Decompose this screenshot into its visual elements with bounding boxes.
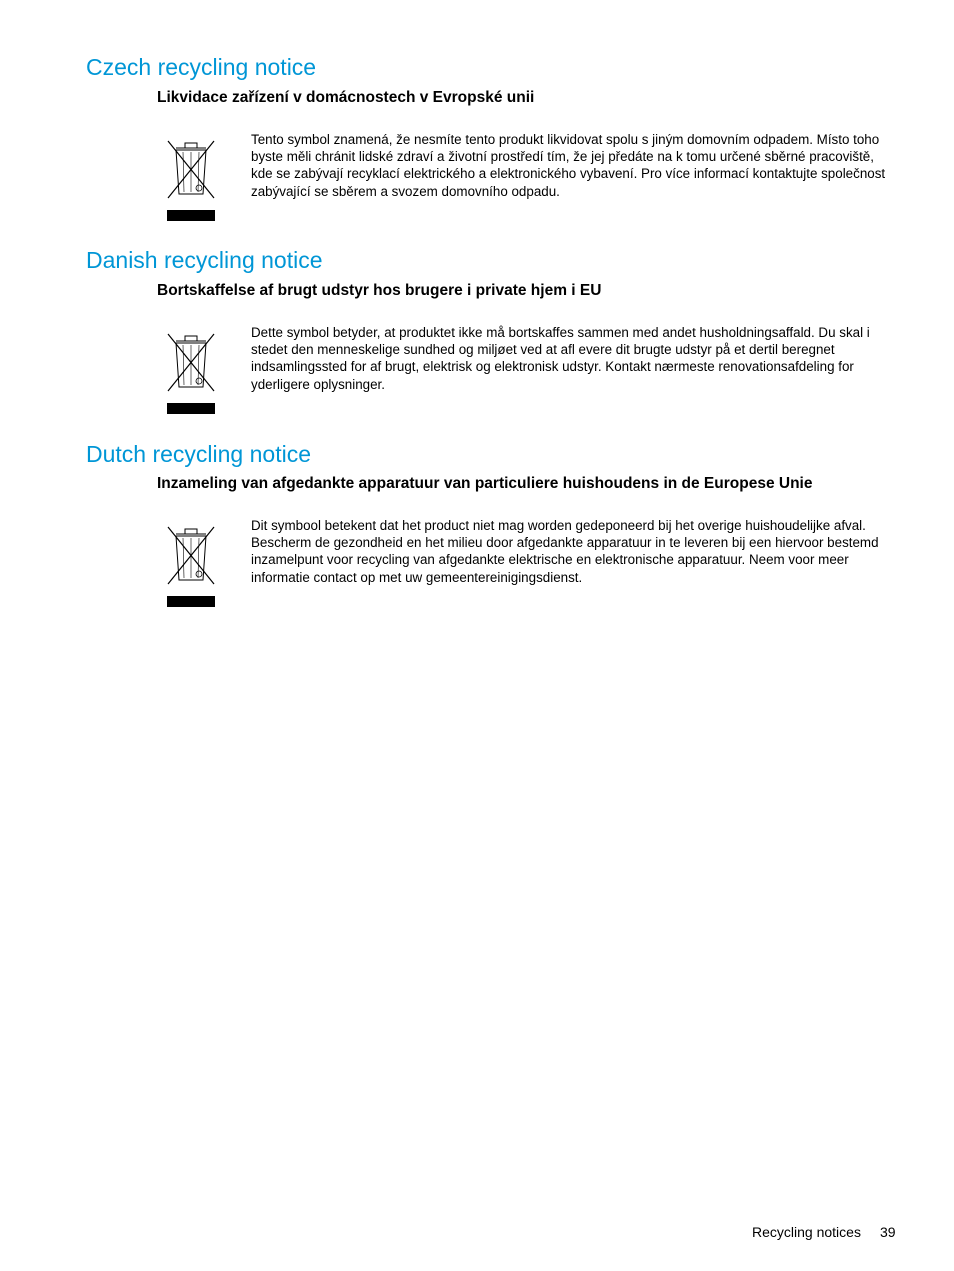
weee-crossed-out-bin-icon	[166, 138, 216, 222]
weee-crossed-out-bin-icon	[166, 331, 216, 415]
czech-section-heading: Czech recycling notice	[86, 54, 317, 80]
footer-section-label: Recycling notices	[752, 1224, 861, 1240]
czech-section-subheading: Likvidace zařízení v domácnostech v Evropské unii	[157, 89, 535, 106]
dutch-section-heading: Dutch recycling notice	[86, 441, 311, 467]
danish-section-heading: Danish recycling notice	[86, 247, 323, 273]
danish-section-paragraph: Dette symbol betyder, at produktet ikke må bortskaffes sammen med andet husholdningsaffald. Du skal i stedet den menneskelige sundhed og miljøet ved at afl evere dit brugte udstyr på et dertil beregnet indsamlingssted for af brugt, elektrisk og elektronisk udstyr. Kontakt nærmeste renovationsafdeling for yderligere oplysninger.	[251, 325, 870, 392]
danish-section-subheading: Bortskaffelse af brugt udstyr hos brugere i private hjem i EU	[157, 282, 602, 299]
dutch-section-subheading: Inzameling van afgedankte apparatuur van particuliere huishoudens in de Europese Unie	[157, 475, 813, 492]
weee-crossed-out-bin-icon	[166, 524, 216, 608]
czech-section-paragraph: Tento symbol znamená, že nesmíte tento produkt likvidovat spolu s jiným domovním odpadem. Místo toho byste měli chránit lidské zdraví a životní prostředí tím, že jej předáte na k tomu určené sběrné pracoviště, kde se zabývají recyklací elektrického a elektronického vybavení. Pro více informací kontaktujte společnost zabývající se sběrem a svozem domovního odpadu.	[251, 132, 886, 199]
footer-page-number: 39	[880, 1224, 896, 1240]
dutch-section-paragraph: Dit symbool betekent dat het product niet mag worden gedeponeerd bij het overige huishoudelijke afval. Bescherm de gezondheid en het milieu door afgedankte apparatuur in te leveren bij een hiervoor bestemd inzamelpunt voor recycling van afgedankte elektrische en elektronische apparatuur. Neem voor meer informatie contact op met uw gemeentereinigingsdienst.	[251, 518, 879, 585]
